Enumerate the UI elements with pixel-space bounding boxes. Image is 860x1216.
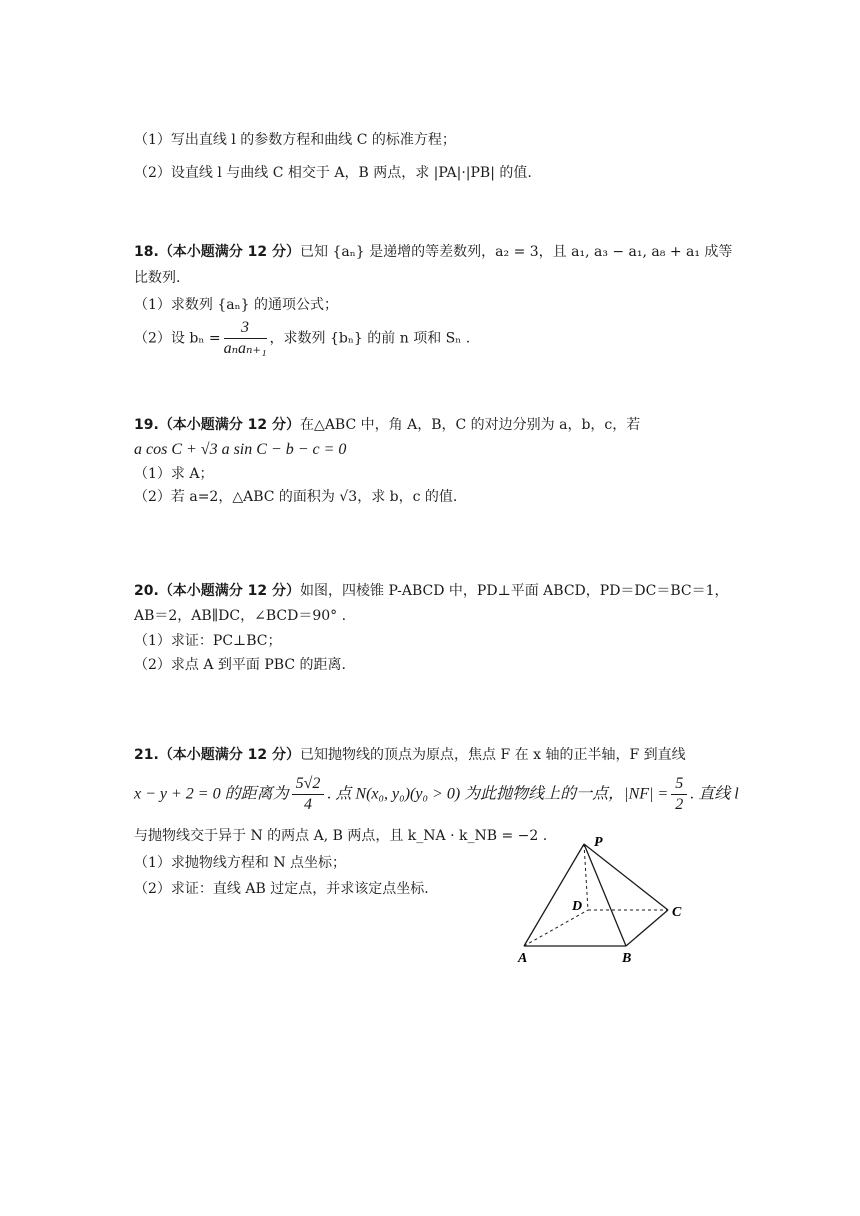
q19-stem-b: a cos C + √3 a sin C − b − c = 0 (134, 441, 347, 458)
edge-PB (584, 844, 626, 946)
q19-stem-line1 (134, 415, 640, 435)
q19-number: 19. (134, 417, 159, 433)
q20-stem-line1 (134, 581, 729, 601)
label-C: C (672, 905, 682, 920)
q21-stem-line1 (134, 745, 686, 765)
q20-stem-b: AB＝2，AB∥DC，∠BCD＝90° . (134, 608, 347, 624)
q17-part2: （2）设直线 l 与曲线 C 相交于 A，B 两点，求 |PA|·|PB| 的值. (134, 165, 532, 181)
q20-score: （本小题满分 12 分） (158, 583, 301, 599)
q21-fraction-2 (671, 774, 687, 815)
q18-stem-a: 已知 {aₙ} 是递增的等差数列，a₂ = 3，且 a₁, a₃ − a₁, a₈ + a₁ 成等 (300, 244, 733, 260)
q18-part2 (134, 318, 470, 359)
q21-stem-b-pre: x − y + 2 = 0 的距离为 (134, 785, 289, 803)
q21-frac1-num: 5√2 (292, 774, 325, 795)
edge-PC (584, 844, 668, 910)
edge-AD (524, 910, 588, 946)
q19-stem-a: 在△ABC 中，角 A，B，C 的对边分别为 a，b，c，若 (300, 417, 641, 433)
q19-part2: （2）若 a=2，△ABC 的面积为 √3，求 b，c 的值. (134, 489, 458, 505)
q21-part1: （1）求抛物线方程和 N 点坐标； (134, 855, 347, 871)
q21-stem-b-mid: . 点 N(x₀, y₀)(y₀ > 0) 为此抛物线上的一点，|NF| = (327, 785, 669, 803)
q18-part1: （1）求数列 {aₙ} 的通项公式； (134, 297, 339, 313)
q21-number: 21. (134, 747, 159, 763)
q19-score: （本小题满分 12 分） (158, 417, 301, 433)
q21-frac1-den: 4 (304, 796, 312, 813)
label-D: D (572, 899, 583, 914)
q18-part2-post: ，求数列 {bₙ} 的前 n 项和 Sₙ . (269, 330, 471, 347)
q20-number: 20. (134, 583, 159, 599)
q17-part1: （1）写出直线 l 的参数方程和曲线 C 的标准方程； (134, 132, 456, 148)
q18-frac-den: aₙaₙ₊₁ (223, 340, 267, 357)
q21-fraction-1 (292, 774, 325, 815)
label-B: B (622, 951, 632, 966)
q19-part1: （1）求 A； (134, 466, 214, 482)
q18-stem-b: 比数列. (134, 270, 181, 286)
edge-PA (524, 844, 584, 946)
q20-part1: （1）求证：PC⊥BC； (134, 633, 282, 649)
edge-BC (626, 910, 668, 946)
q18-stem-line1 (134, 242, 732, 262)
q21-stem-c: 与抛物线交于异于 N 的两点 A, B 两点，且 k_NA · k_NB = −2 . (134, 828, 548, 844)
q21-stem-b (134, 774, 739, 815)
q18-number: 18. (134, 244, 159, 260)
q21-score: （本小题满分 12 分） (158, 747, 301, 763)
label-A: A (518, 951, 528, 966)
q21-frac2-den: 2 (675, 796, 684, 813)
q20-stem-a: 如图，四棱锥 P-ABCD 中，PD⊥平面 ABCD，PD＝DC＝BC＝1， (300, 583, 729, 599)
q18-fraction (224, 318, 267, 359)
q21-frac2-num: 5 (671, 774, 687, 795)
q18-frac-num: 3 (224, 318, 267, 339)
q21-stem-a: 已知抛物线的顶点为原点，焦点 F 在 x 轴的正半轴，F 到直线 (300, 747, 686, 763)
q21-stem-b-post: . 直线 l (690, 785, 739, 803)
q20-part2: （2）求点 A 到平面 PBC 的距离. (134, 657, 346, 673)
pyramid-figure (512, 832, 702, 972)
q18-score: （本小题满分 12 分） (158, 244, 301, 260)
label-P: P (594, 835, 603, 850)
q21-part2: （2）求证：直线 AB 过定点，并求该定点坐标. (134, 881, 429, 897)
q18-part2-pre: （2）设 bₙ = (134, 330, 221, 347)
